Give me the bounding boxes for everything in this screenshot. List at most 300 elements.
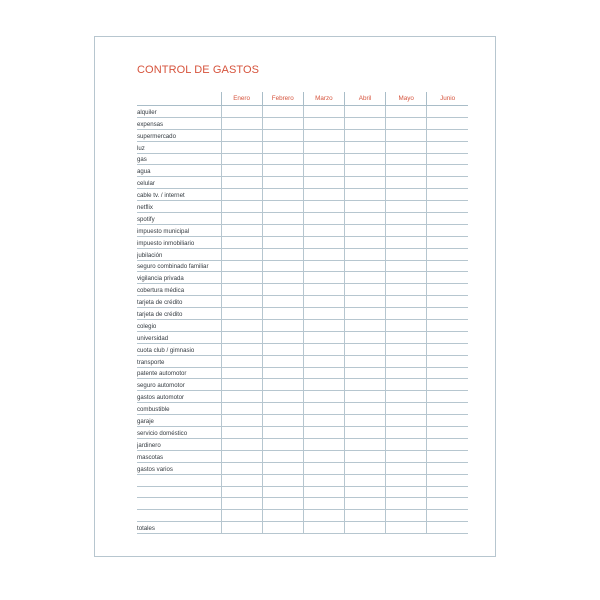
amount-cell[interactable] (386, 320, 427, 332)
amount-cell[interactable] (344, 522, 385, 534)
amount-cell[interactable] (386, 486, 427, 498)
amount-cell[interactable] (386, 343, 427, 355)
amount-cell[interactable] (221, 415, 262, 427)
expense-row (137, 189, 468, 201)
expense-row (137, 391, 468, 403)
amount-cell[interactable] (221, 236, 262, 248)
month-header: Febrero (262, 92, 303, 106)
row-label: jardinero (137, 438, 221, 450)
amount-cell[interactable] (344, 129, 385, 141)
row-label: patente automotor (137, 367, 221, 379)
amount-cell[interactable] (262, 296, 303, 308)
expense-row (137, 367, 468, 379)
amount-cell[interactable] (221, 260, 262, 272)
amount-cell[interactable] (344, 438, 385, 450)
amount-cell[interactable] (221, 177, 262, 189)
row-label: gastos automotor (137, 391, 221, 403)
amount-cell[interactable] (221, 201, 262, 213)
expense-row (137, 438, 468, 450)
amount-cell[interactable] (386, 331, 427, 343)
amount-cell[interactable] (427, 379, 468, 391)
amount-cell[interactable] (344, 510, 385, 522)
amount-cell[interactable] (427, 308, 468, 320)
amount-cell[interactable] (386, 165, 427, 177)
amount-cell[interactable] (427, 391, 468, 403)
amount-cell[interactable] (303, 462, 344, 474)
row-label: transporte (137, 355, 221, 367)
amount-cell[interactable] (221, 343, 262, 355)
amount-cell[interactable] (262, 462, 303, 474)
amount-cell[interactable] (427, 367, 468, 379)
amount-cell[interactable] (303, 284, 344, 296)
amount-cell[interactable] (344, 165, 385, 177)
amount-cell[interactable] (221, 284, 262, 296)
amount-cell[interactable] (386, 296, 427, 308)
amount-cell[interactable] (303, 213, 344, 225)
amount-cell[interactable] (303, 129, 344, 141)
amount-cell[interactable] (303, 391, 344, 403)
amount-cell[interactable] (386, 355, 427, 367)
amount-cell[interactable] (427, 296, 468, 308)
amount-cell[interactable] (221, 189, 262, 201)
amount-cell[interactable] (386, 462, 427, 474)
amount-cell[interactable] (427, 343, 468, 355)
amount-cell[interactable] (344, 415, 385, 427)
amount-cell[interactable] (427, 462, 468, 474)
amount-cell[interactable] (221, 367, 262, 379)
amount-cell[interactable] (344, 403, 385, 415)
amount-cell[interactable] (386, 450, 427, 462)
amount-cell[interactable] (386, 284, 427, 296)
row-label: celular (137, 177, 221, 189)
amount-cell[interactable] (303, 117, 344, 129)
amount-cell[interactable] (303, 260, 344, 272)
amount-cell[interactable] (386, 177, 427, 189)
row-label: spotify (137, 213, 221, 225)
amount-cell[interactable] (344, 248, 385, 260)
amount-cell[interactable] (303, 403, 344, 415)
amount-cell[interactable] (262, 320, 303, 332)
amount-cell[interactable] (221, 320, 262, 332)
amount-cell[interactable] (344, 260, 385, 272)
expense-row (137, 427, 468, 439)
amount-cell[interactable] (303, 106, 344, 118)
amount-cell[interactable] (427, 201, 468, 213)
amount-cell[interactable] (386, 403, 427, 415)
amount-cell[interactable] (262, 153, 303, 165)
amount-cell[interactable] (221, 486, 262, 498)
amount-cell[interactable] (427, 248, 468, 260)
amount-cell[interactable] (262, 272, 303, 284)
amount-cell[interactable] (221, 213, 262, 225)
amount-cell[interactable] (303, 498, 344, 510)
amount-cell[interactable] (303, 331, 344, 343)
amount-cell[interactable] (344, 498, 385, 510)
expense-row (137, 141, 468, 153)
amount-cell[interactable] (303, 474, 344, 486)
amount-cell[interactable] (344, 462, 385, 474)
amount-cell[interactable] (262, 343, 303, 355)
expense-row (137, 260, 468, 272)
amount-cell[interactable] (427, 284, 468, 296)
row-label: supermercado (137, 129, 221, 141)
amount-cell[interactable] (427, 522, 468, 534)
amount-cell[interactable] (221, 498, 262, 510)
amount-cell[interactable] (303, 367, 344, 379)
amount-cell[interactable] (303, 343, 344, 355)
expense-row (137, 296, 468, 308)
amount-cell[interactable] (262, 522, 303, 534)
amount-cell[interactable] (386, 308, 427, 320)
row-label: agua (137, 165, 221, 177)
amount-cell[interactable] (303, 141, 344, 153)
amount-cell[interactable] (221, 403, 262, 415)
amount-cell[interactable] (386, 522, 427, 534)
amount-cell[interactable] (262, 189, 303, 201)
amount-cell[interactable] (344, 213, 385, 225)
amount-cell[interactable] (427, 427, 468, 439)
amount-cell[interactable] (262, 391, 303, 403)
sheet-title: CONTROL DE GASTOS (137, 64, 260, 76)
amount-cell[interactable] (344, 320, 385, 332)
amount-cell[interactable] (303, 379, 344, 391)
amount-cell[interactable] (344, 284, 385, 296)
amount-cell[interactable] (344, 272, 385, 284)
amount-cell[interactable] (303, 486, 344, 498)
amount-cell[interactable] (427, 189, 468, 201)
amount-cell[interactable] (427, 486, 468, 498)
amount-cell[interactable] (344, 201, 385, 213)
amount-cell[interactable] (344, 296, 385, 308)
row-label: tarjeta de crédito (137, 296, 221, 308)
expense-row (137, 415, 468, 427)
blank-row (137, 474, 468, 486)
expense-row (137, 403, 468, 415)
amount-cell[interactable] (303, 438, 344, 450)
amount-cell[interactable] (303, 427, 344, 439)
expense-row (137, 224, 468, 236)
amount-cell[interactable] (344, 141, 385, 153)
row-label (137, 474, 221, 486)
expense-row (137, 106, 468, 118)
amount-cell[interactable] (303, 320, 344, 332)
amount-cell[interactable] (262, 284, 303, 296)
month-header: Mayo (386, 92, 427, 106)
amount-cell[interactable] (386, 427, 427, 439)
amount-cell[interactable] (427, 415, 468, 427)
amount-cell[interactable] (386, 391, 427, 403)
amount-cell[interactable] (262, 486, 303, 498)
amount-cell[interactable] (303, 189, 344, 201)
amount-cell[interactable] (221, 450, 262, 462)
amount-cell[interactable] (262, 331, 303, 343)
expense-row (137, 165, 468, 177)
amount-cell[interactable] (303, 272, 344, 284)
amount-cell[interactable] (427, 213, 468, 225)
expense-row (137, 153, 468, 165)
amount-cell[interactable] (344, 331, 385, 343)
amount-cell[interactable] (344, 391, 385, 403)
amount-cell[interactable] (386, 415, 427, 427)
amount-cell[interactable] (262, 450, 303, 462)
row-label: universidad (137, 331, 221, 343)
amount-cell[interactable] (221, 391, 262, 403)
row-label (137, 486, 221, 498)
amount-cell[interactable] (221, 355, 262, 367)
amount-cell[interactable] (427, 129, 468, 141)
amount-cell[interactable] (221, 129, 262, 141)
amount-cell[interactable] (262, 403, 303, 415)
amount-cell[interactable] (427, 510, 468, 522)
amount-cell[interactable] (221, 462, 262, 474)
expense-row (137, 320, 468, 332)
amount-cell[interactable] (344, 236, 385, 248)
expense-table (137, 92, 468, 534)
blank-row (137, 510, 468, 522)
amount-cell[interactable] (262, 367, 303, 379)
amount-cell[interactable] (386, 474, 427, 486)
expense-row (137, 201, 468, 213)
amount-cell[interactable] (221, 427, 262, 439)
blank-row (137, 486, 468, 498)
amount-cell[interactable] (427, 403, 468, 415)
amount-cell[interactable] (262, 129, 303, 141)
row-label: cobertura médica (137, 284, 221, 296)
amount-cell[interactable] (386, 153, 427, 165)
amount-cell[interactable] (221, 153, 262, 165)
amount-cell[interactable] (221, 510, 262, 522)
amount-cell[interactable] (221, 379, 262, 391)
amount-cell[interactable] (427, 106, 468, 118)
row-label: luz (137, 141, 221, 153)
amount-cell[interactable] (344, 117, 385, 129)
amount-cell[interactable] (427, 355, 468, 367)
amount-cell[interactable] (427, 141, 468, 153)
amount-cell[interactable] (221, 474, 262, 486)
month-header: Enero (221, 92, 262, 106)
row-label: alquiler (137, 106, 221, 118)
amount-cell[interactable] (303, 248, 344, 260)
month-header: Abril (344, 92, 385, 106)
row-label: gastos varios (137, 462, 221, 474)
row-label: vigilancia privada (137, 272, 221, 284)
row-label: jubilación (137, 248, 221, 260)
amount-cell[interactable] (386, 510, 427, 522)
expense-row (137, 450, 468, 462)
amount-cell[interactable] (386, 236, 427, 248)
amount-cell[interactable] (303, 296, 344, 308)
amount-cell[interactable] (221, 522, 262, 534)
expense-row (137, 236, 468, 248)
amount-cell[interactable] (262, 248, 303, 260)
amount-cell[interactable] (303, 522, 344, 534)
expense-row (137, 284, 468, 296)
row-label: cable tv. / internet (137, 189, 221, 201)
expense-row (137, 117, 468, 129)
amount-cell[interactable] (344, 367, 385, 379)
amount-cell[interactable] (386, 213, 427, 225)
row-label: combustible (137, 403, 221, 415)
amount-cell[interactable] (262, 260, 303, 272)
amount-cell[interactable] (427, 224, 468, 236)
row-label: colegio (137, 320, 221, 332)
amount-cell[interactable] (344, 427, 385, 439)
amount-cell[interactable] (303, 415, 344, 427)
amount-cell[interactable] (303, 355, 344, 367)
amount-cell[interactable] (386, 367, 427, 379)
amount-cell[interactable] (262, 415, 303, 427)
amount-cell[interactable] (344, 355, 385, 367)
expense-row (137, 129, 468, 141)
amount-cell[interactable] (221, 165, 262, 177)
amount-cell[interactable] (303, 450, 344, 462)
amount-cell[interactable] (221, 296, 262, 308)
amount-cell[interactable] (344, 343, 385, 355)
amount-cell[interactable] (262, 474, 303, 486)
expense-row (137, 379, 468, 391)
amount-cell[interactable] (344, 308, 385, 320)
amount-cell[interactable] (427, 498, 468, 510)
row-label: seguro combinado familiar (137, 260, 221, 272)
row-label (137, 498, 221, 510)
expense-row (137, 213, 468, 225)
amount-cell[interactable] (386, 438, 427, 450)
amount-cell[interactable] (262, 213, 303, 225)
amount-cell[interactable] (386, 248, 427, 260)
amount-cell[interactable] (386, 201, 427, 213)
amount-cell[interactable] (262, 165, 303, 177)
row-label: gas (137, 153, 221, 165)
amount-cell[interactable] (344, 177, 385, 189)
amount-cell[interactable] (303, 510, 344, 522)
expense-row (137, 355, 468, 367)
amount-cell[interactable] (427, 450, 468, 462)
amount-cell[interactable] (262, 236, 303, 248)
amount-cell[interactable] (262, 106, 303, 118)
amount-cell[interactable] (427, 236, 468, 248)
amount-cell[interactable] (262, 427, 303, 439)
amount-cell[interactable] (344, 153, 385, 165)
amount-cell[interactable] (427, 177, 468, 189)
amount-cell[interactable] (303, 153, 344, 165)
amount-cell[interactable] (221, 308, 262, 320)
amount-cell[interactable] (427, 117, 468, 129)
amount-cell[interactable] (386, 106, 427, 118)
amount-cell[interactable] (427, 153, 468, 165)
row-label: mascotas (137, 450, 221, 462)
row-label: expensas (137, 117, 221, 129)
amount-cell[interactable] (386, 260, 427, 272)
amount-cell[interactable] (262, 498, 303, 510)
expense-row (137, 308, 468, 320)
amount-cell[interactable] (262, 379, 303, 391)
row-label: seguro automotor (137, 379, 221, 391)
amount-cell[interactable] (262, 117, 303, 129)
expense-row (137, 343, 468, 355)
month-header-row (137, 92, 468, 106)
amount-cell[interactable] (221, 331, 262, 343)
amount-cell[interactable] (221, 248, 262, 260)
row-label: totales (137, 522, 221, 534)
expense-rows (137, 106, 468, 534)
amount-cell[interactable] (427, 272, 468, 284)
amount-cell[interactable] (427, 331, 468, 343)
row-label: garaje (137, 415, 221, 427)
amount-cell[interactable] (303, 236, 344, 248)
amount-cell[interactable] (344, 379, 385, 391)
amount-cell[interactable] (386, 224, 427, 236)
amount-cell[interactable] (386, 379, 427, 391)
amount-cell[interactable] (344, 189, 385, 201)
blank-row (137, 498, 468, 510)
amount-cell[interactable] (221, 117, 262, 129)
amount-cell[interactable] (303, 224, 344, 236)
amount-cell[interactable] (344, 450, 385, 462)
amount-cell[interactable] (262, 224, 303, 236)
amount-cell[interactable] (386, 129, 427, 141)
totals-row (137, 522, 468, 534)
amount-cell[interactable] (262, 510, 303, 522)
row-label (137, 510, 221, 522)
amount-cell[interactable] (344, 486, 385, 498)
row-label: servicio doméstico (137, 427, 221, 439)
amount-cell[interactable] (344, 224, 385, 236)
amount-cell[interactable] (344, 106, 385, 118)
row-label: netflix (137, 201, 221, 213)
expense-row (137, 462, 468, 474)
amount-cell[interactable] (303, 201, 344, 213)
amount-cell[interactable] (386, 272, 427, 284)
amount-cell[interactable] (221, 438, 262, 450)
amount-cell[interactable] (303, 165, 344, 177)
month-header: Marzo (303, 92, 344, 106)
amount-cell[interactable] (386, 141, 427, 153)
row-label: cuota club / gimnasio (137, 343, 221, 355)
amount-cell[interactable] (303, 308, 344, 320)
row-label: impuesto municipal (137, 224, 221, 236)
expense-sheet (94, 36, 496, 557)
row-label: tarjeta de crédito (137, 308, 221, 320)
amount-cell[interactable] (221, 141, 262, 153)
amount-cell[interactable] (427, 438, 468, 450)
amount-cell[interactable] (427, 260, 468, 272)
expense-row (137, 272, 468, 284)
amount-cell[interactable] (262, 177, 303, 189)
amount-cell[interactable] (262, 201, 303, 213)
amount-cell[interactable] (221, 272, 262, 284)
expense-row (137, 331, 468, 343)
expense-row (137, 248, 468, 260)
amount-cell[interactable] (303, 177, 344, 189)
month-header: Junio (427, 92, 468, 106)
amount-cell[interactable] (386, 498, 427, 510)
amount-cell[interactable] (386, 189, 427, 201)
expense-row (137, 177, 468, 189)
amount-cell[interactable] (262, 308, 303, 320)
amount-cell[interactable] (262, 141, 303, 153)
amount-cell[interactable] (262, 438, 303, 450)
amount-cell[interactable] (427, 320, 468, 332)
amount-cell[interactable] (427, 165, 468, 177)
amount-cell[interactable] (386, 117, 427, 129)
amount-cell[interactable] (344, 474, 385, 486)
amount-cell[interactable] (262, 355, 303, 367)
row-label: impuesto inmobiliario (137, 236, 221, 248)
amount-cell[interactable] (221, 106, 262, 118)
label-column-header (137, 92, 221, 106)
amount-cell[interactable] (221, 224, 262, 236)
amount-cell[interactable] (427, 474, 468, 486)
